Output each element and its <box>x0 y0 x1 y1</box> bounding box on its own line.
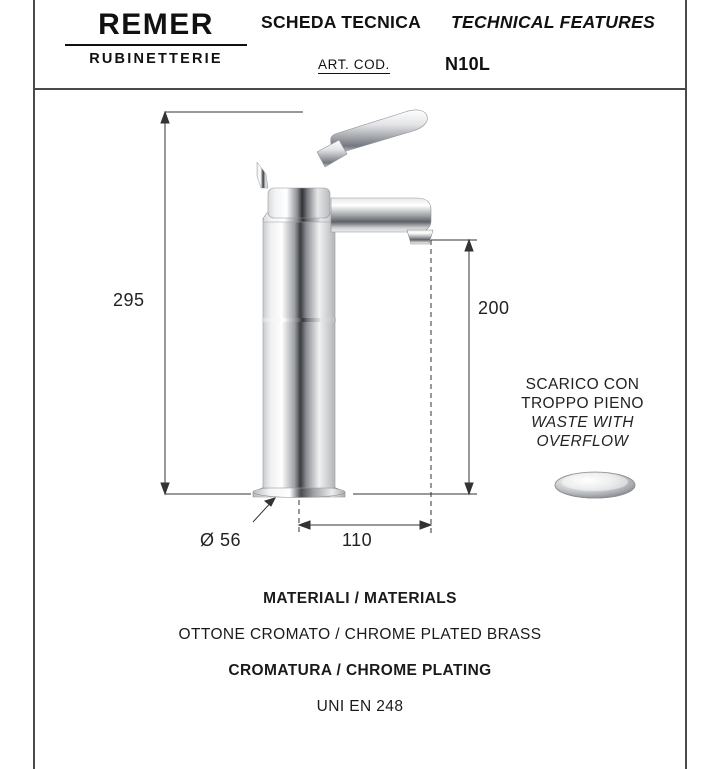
article-code-label: ART. COD. <box>318 57 390 72</box>
brand-logo <box>65 8 247 68</box>
plating-heading: CROMATURA / CHROME PLATING <box>228 662 492 679</box>
brand-name: REMER <box>98 8 214 41</box>
waste-caption-en-line1: WASTE WITH <box>531 414 634 431</box>
page-margin-right <box>687 0 720 769</box>
dimension-reach-110: 110 <box>342 530 373 550</box>
product-drawing <box>35 90 685 580</box>
datasheet-header <box>35 0 685 90</box>
brand-subtitle: RUBINETTERIE <box>89 51 223 67</box>
dimension-lines <box>35 90 689 580</box>
dimension-height-295: 295 <box>113 290 145 310</box>
waste-caption-it-line1: SCARICO CON <box>525 376 640 393</box>
materials-body: OTTONE CROMATO / CHROME PLATED BRASS <box>178 626 542 643</box>
dimension-diameter-56: Ø 56 <box>200 530 242 550</box>
technical-datasheet <box>33 0 687 769</box>
plating-standard: UNI EN 248 <box>316 698 404 715</box>
dimension-spout-height-200: 200 <box>478 298 510 318</box>
waste-caption-en-line2: OVERFLOW <box>536 433 629 450</box>
materials-heading: MATERIALI / MATERIALS <box>263 590 457 607</box>
page-title-italian: SCHEDA TECNICA <box>261 12 422 32</box>
materials-section <box>35 590 685 734</box>
article-code-value: N10L <box>445 54 491 74</box>
waste-caption-it-line2: TROPPO PIENO <box>521 395 644 412</box>
waste-overflow-caption <box>490 375 675 451</box>
page-margin-left <box>0 0 33 769</box>
page-title-english: TECHNICAL FEATURES <box>451 12 656 32</box>
logo-divider <box>65 44 247 46</box>
